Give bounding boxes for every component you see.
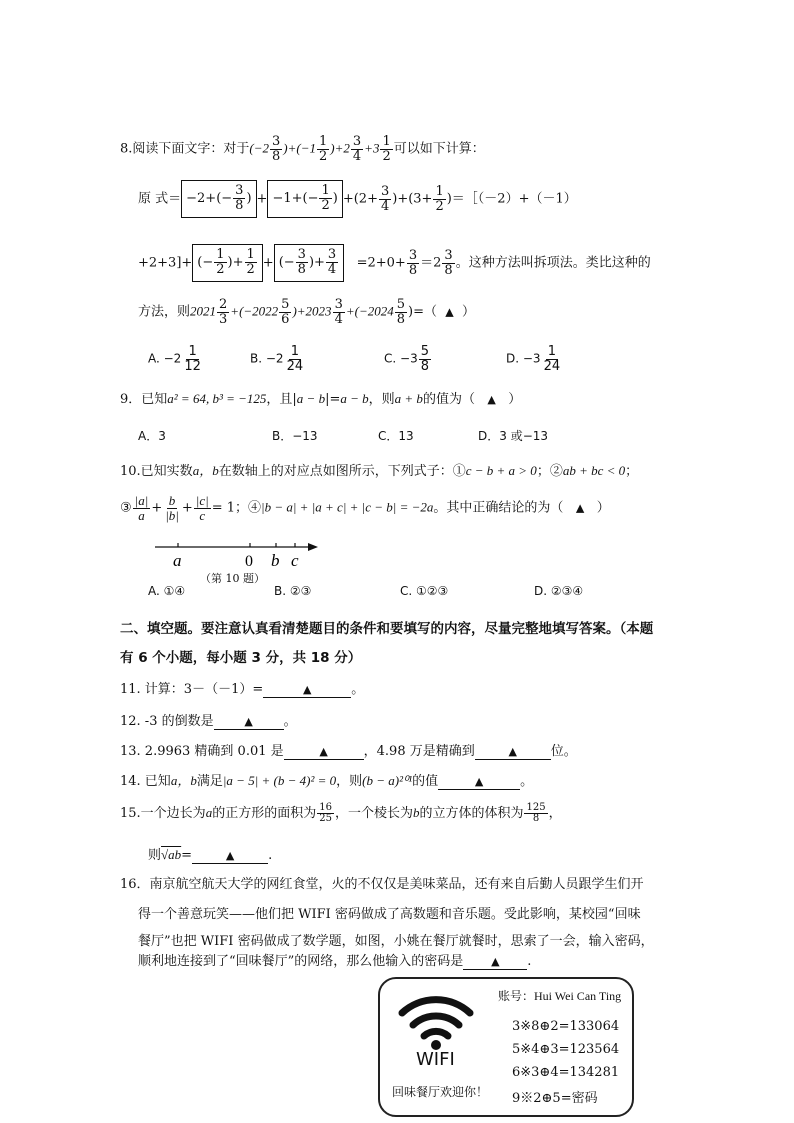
q9-stem: 9．已知a² = 64, b³ = −125，且|a − b|=a − b，则a + b的值为（ ▲ ）: [120, 391, 522, 407]
label-b: b: [271, 551, 280, 570]
fraction: $\frac{3}{8}$: [272, 134, 281, 164]
answer-triangle: ▲: [445, 305, 454, 319]
q10-option-d[interactable]: D. ②③④: [534, 584, 584, 598]
answer-blank[interactable]: ▲: [463, 955, 527, 970]
q12: 12. -3 的倒数是 ▲ 。: [120, 714, 297, 729]
wifi-clue-2: 5※4⊕3=123564: [512, 1042, 620, 1057]
section2-heading: 二、填空题。要注意认真看清楚题目的条件和要填写的内容，尽量完整地填写答案。（本题: [120, 621, 654, 637]
q8-line2: 原 式＝ −2+(− $\frac{3}{8}$ ) + −1+(− $\frac{1}{2}$ ) +(2+ $\frac{3}{4}$ )+(3+ $\frac{1}{2}$ )＝［（－2）+（－1）: [138, 180, 577, 218]
q16-line2: 得一个善意玩笑——他们把 WIFI 密码做成了高数题和音乐题。受此影响，某校园“回味: [138, 907, 641, 922]
q13: 13. 2.9963 精确到 0.01 是 ▲ ，4.98 万是精确到 ▲ 位。: [120, 744, 577, 759]
wifi-clue-1: 3※8⊕2=133064: [512, 1019, 620, 1034]
answer-blank[interactable]: ▲: [284, 745, 364, 760]
q14: 14. 已知a，b满足|a − 5| + (b − 4)² = 0，则(b − a)²⁰¹的值 ▲ 。: [120, 773, 534, 789]
q8-option-b[interactable]: B. −2 $\frac{1}{24}$: [250, 344, 304, 374]
q10-option-b[interactable]: B. ②③: [274, 584, 312, 598]
q15-line1: 15.一个边长为a的正方形的面积为 $\frac{16}{25}$ ，一个棱长为b的立方体的体积为 $\frac{125}{8}$ ，: [120, 801, 562, 824]
section2-heading-cont: 有 6 个小题，每小题 3 分，共 18 分）: [120, 650, 362, 666]
q10-option-c[interactable]: C. ①②③: [400, 584, 449, 598]
answer-triangle: ▲: [575, 501, 585, 515]
answer-blank[interactable]: ▲: [438, 775, 520, 790]
q15-line2: 则√ab= ▲ .: [148, 847, 273, 863]
q10-line2: ③ $\frac{|a|}{a}$ + $\frac{b}{|b|}$ + $\frac{|c|}{c}$ = 1；④|b − a| + |a + c| + |c − b| = −2a。其中正确结论的为（ ▲ ）: [120, 493, 610, 523]
q10-caption: （第 10 题）: [200, 572, 265, 585]
q10-line1: 10.已知实数a，b在数轴上的对应点如图所示，下列式子：①c − b + a > 0；②ab + bc < 0；: [120, 463, 639, 479]
answer-blank[interactable]: ▲: [263, 683, 351, 698]
wifi-welcome: 回味餐厅欢迎你！: [392, 1085, 489, 1099]
answer-blank[interactable]: ▲: [475, 745, 551, 760]
q16-line3: 餐厅”也把 WIFI 密码做成了数学题，如图，小姚在餐厅就餐时，思索了一会，输入密码，: [138, 934, 654, 949]
sqrt-ab: √ab: [161, 847, 182, 862]
answer-blank[interactable]: ▲: [214, 715, 284, 730]
bracket-group: (− $\frac{3}{8}$ )+ $\frac{3}{4}$: [274, 244, 345, 282]
q9-option-b[interactable]: B．−13: [272, 429, 318, 443]
fraction: $\frac{3}{4}$: [352, 134, 362, 164]
q9-option-d[interactable]: D．3 或−13: [478, 429, 549, 443]
wifi-clue-4: 9※2⊕5=密码: [512, 1091, 598, 1106]
q8-option-c[interactable]: C. −3 $\frac{5}{8}$: [384, 344, 429, 374]
q9-option-a[interactable]: A．3: [138, 429, 166, 443]
wifi-clue-3: 6※3⊕4=134281: [512, 1065, 620, 1080]
wifi-label: WIFI: [416, 1049, 455, 1070]
fraction: $\frac{1}{2}$: [319, 134, 328, 164]
q8-option-a[interactable]: A. −2 $\frac{1}{12}$: [148, 344, 201, 374]
q9-option-c[interactable]: C．13: [378, 429, 414, 443]
answer-blank[interactable]: ▲: [192, 849, 268, 864]
bracket-group: (− $\frac{1}{2}$ )+ $\frac{1}{2}$: [192, 244, 263, 282]
fraction: $\frac{1}{2}$: [382, 134, 391, 164]
number-line-figure: [150, 537, 330, 571]
label-0: 0: [245, 553, 253, 570]
q8-line4: 方法，则2021 $\frac{2}{3}$ +(−2022 $\frac{5}{6}$ )+2023 $\frac{3}{4}$ +(−2024 $\frac{5}{8}$ )=（ ▲ ）: [138, 297, 475, 327]
q11: 11. 计算：3－（－1）= ▲ 。: [120, 682, 365, 697]
wifi-icon: [398, 989, 474, 1051]
number-line-arrow: [308, 543, 318, 551]
q16-line1: 16．南京航空航天大学的网红食堂，火的不仅仅是美味菜品，还有来自后勤人员跟学生们开: [120, 877, 644, 892]
q8-line1: 8.阅读下面文字：对于(−2 $\frac{3}{8}$ )+(−1 $\frac{1}{2}$ )+2 $\frac{3}{4}$ +3 $\frac{1}{2}$ 可以如下计算：: [120, 134, 485, 164]
wifi-account: 账号：Hui Wei Can Ting: [498, 989, 622, 1003]
q8-option-d[interactable]: D. −3 $\frac{1}{24}$: [506, 344, 561, 374]
q8-line3: +2+3]+ (− $\frac{1}{2}$ )+ $\frac{1}{2}$ + (− $\frac{3}{8}$ )+ $\frac{3}{4}$ =2+0+ $\frac{3}{8}$ ＝2 $\frac{3}{8}$ 。这种方法叫拆项法。类比这种的: [138, 244, 651, 282]
wifi-card: [378, 977, 634, 1117]
label-a: a: [173, 551, 182, 570]
label-c: c: [291, 551, 299, 570]
answer-triangle: ▲: [487, 393, 496, 406]
q10-option-a[interactable]: A. ①④: [148, 584, 186, 598]
bracket-group: −2+(− $\frac{3}{8}$ ): [181, 180, 256, 218]
q16-line4: 顺利地连接到了“回味餐厅”的网络，那么他输入的密码是 ▲ .: [138, 954, 532, 969]
bracket-group: −1+(− $\frac{1}{2}$ ): [267, 180, 342, 218]
